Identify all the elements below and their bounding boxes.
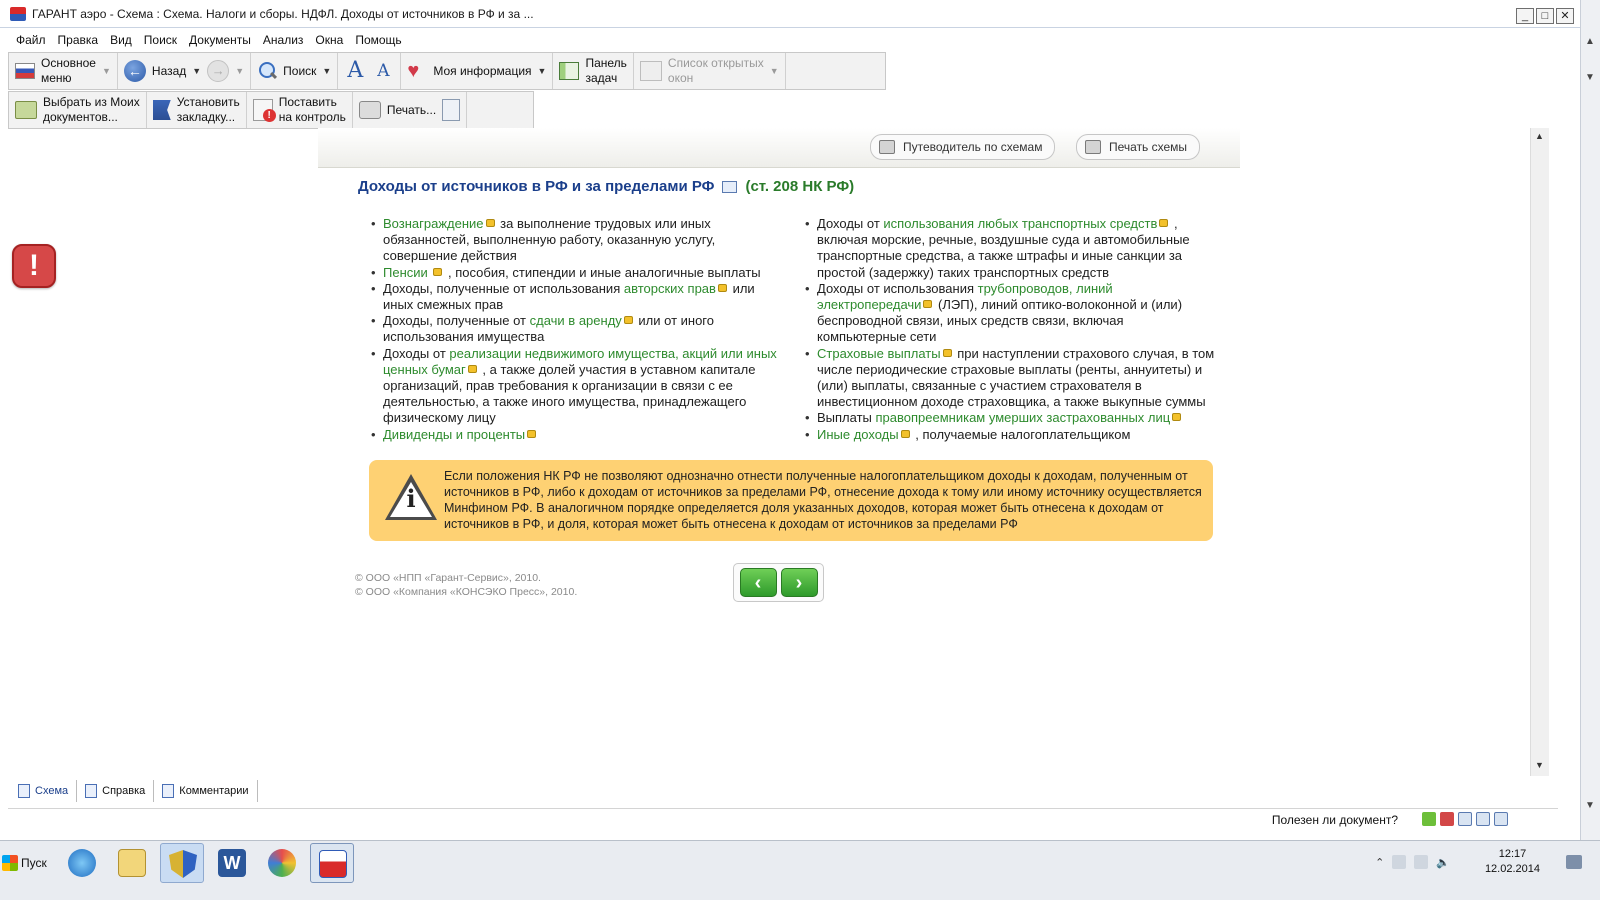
status-bar bbox=[8, 808, 1558, 830]
copyright-line: © ООО «Компания «КОНСЭКО Пресс», 2010. bbox=[355, 585, 578, 598]
tray-expand-icon[interactable]: ⌃ bbox=[1375, 856, 1385, 869]
menu-edit[interactable]: Правка bbox=[57, 33, 99, 47]
taskbar-garant[interactable] bbox=[310, 843, 354, 883]
clock-time: 12:17 bbox=[1498, 848, 1527, 860]
chevron-down-icon[interactable]: ▼ bbox=[192, 66, 202, 76]
garant-app-icon bbox=[319, 850, 347, 878]
comments-doc-icon bbox=[162, 784, 174, 798]
print-schema-button[interactable]: Печать схемы bbox=[1076, 134, 1200, 160]
window-controls bbox=[1516, 8, 1574, 24]
document-toolbar bbox=[8, 91, 534, 129]
dividends-link[interactable]: Дивиденды и проценты bbox=[383, 426, 526, 442]
document-icon[interactable] bbox=[722, 181, 737, 193]
schema-doc-icon bbox=[18, 784, 30, 798]
chevron-down-icon[interactable]: ▼ bbox=[101, 66, 111, 76]
schema-guide-icon bbox=[879, 140, 895, 154]
show-desktop-icon[interactable] bbox=[1566, 855, 1582, 869]
start-button[interactable]: Пуск bbox=[2, 851, 52, 875]
list-item: • Пенсии , пособия, стипендии и иные аналогичные выплаты bbox=[370, 265, 780, 281]
back-arrow-icon: ← bbox=[124, 60, 146, 82]
tab-comments[interactable]: Комментарии bbox=[154, 780, 257, 802]
rent-link[interactable]: сдачи в аренду bbox=[529, 313, 622, 329]
main-toolbar bbox=[8, 52, 886, 90]
comment-icon[interactable] bbox=[486, 219, 495, 227]
foreign-income-list bbox=[804, 216, 1216, 443]
menu-view[interactable]: Вид bbox=[110, 33, 132, 47]
schema-title: Доходы от источников в РФ и за пределами РФ bbox=[358, 178, 715, 195]
list-item: • Доходы, полученные от использования авторских прав или иных смежных прав bbox=[370, 281, 780, 313]
menu-bar bbox=[0, 30, 1578, 50]
copyright-block bbox=[355, 572, 577, 599]
taskbar-explorer[interactable] bbox=[110, 843, 154, 883]
menu-file[interactable]: Файл bbox=[16, 33, 46, 47]
other-income-link[interactable]: Иные доходы bbox=[817, 426, 899, 442]
list-item: • Выплаты правопреемникам умерших застрахованных лиц bbox=[804, 410, 1216, 426]
schema-heading bbox=[358, 178, 854, 195]
tab-reference[interactable]: Справка bbox=[77, 780, 154, 802]
printer-icon bbox=[359, 101, 381, 119]
insurance-payments-link[interactable]: Страховые выплаты bbox=[817, 345, 941, 361]
previous-schema-button[interactable]: ‹ bbox=[740, 568, 777, 597]
choose-my-documents-button[interactable]: Выбрать из Моих документов... bbox=[9, 92, 147, 128]
status-icons bbox=[1422, 812, 1508, 826]
remuneration-link[interactable]: Вознаграждение bbox=[383, 216, 484, 231]
search-icon bbox=[257, 61, 277, 81]
menu-windows[interactable]: Окна bbox=[315, 33, 344, 47]
comment-icon[interactable] bbox=[468, 365, 477, 373]
folder-icon bbox=[15, 101, 37, 119]
comment-icon[interactable] bbox=[527, 430, 536, 438]
property-sale-link[interactable]: реализации недвижимого имущества, акций или иных ценных бумаг bbox=[383, 345, 777, 377]
comment-icon[interactable] bbox=[718, 284, 727, 292]
paint-palette-icon bbox=[268, 849, 296, 877]
list-item bbox=[370, 427, 780, 443]
info-note-text: Если положения НК РФ не позволяют однозначно отнести полученные налогоплательщиком доходы к доходам, полученным от источников в РФ, либо к доходам от источников за пределами РФ, отнесение дохода к тому или иному источнику осуществляется Минфином РФ. В аналогичном порядке определяется доля указанных доходов, которая может быть отнесена к доходам от источников в РФ, и доля, которая может быть отнесена к доходам от источников за пределами РФ bbox=[444, 469, 1202, 531]
bookmark-flag-icon bbox=[153, 100, 171, 120]
windows-logo-icon bbox=[2, 855, 18, 871]
volume-icon[interactable]: 🔈 bbox=[1436, 856, 1450, 869]
my-info-button[interactable]: ♥ Моя информация ▼ bbox=[401, 53, 553, 89]
menu-search[interactable]: Поиск bbox=[143, 33, 178, 47]
document-list-icon[interactable] bbox=[1458, 812, 1472, 826]
scroll-up-arrow-icon[interactable]: ▲ bbox=[1585, 36, 1595, 47]
schema-header-strip bbox=[318, 128, 1240, 168]
taskbar-security[interactable] bbox=[160, 843, 204, 883]
usefulness-question: Полезен ли документ? bbox=[1271, 813, 1398, 827]
comment-icon[interactable] bbox=[923, 300, 932, 308]
scroll-down-arrow-icon[interactable]: ▼ bbox=[1535, 760, 1544, 770]
tab-schema[interactable]: Схема bbox=[10, 780, 77, 802]
pensions-link[interactable]: Пенсии bbox=[383, 264, 428, 280]
copyright-link[interactable]: авторских прав bbox=[623, 280, 716, 296]
comment-icon[interactable] bbox=[624, 316, 633, 324]
search-button[interactable]: Поиск ▼ bbox=[251, 53, 338, 89]
windows-list-icon bbox=[640, 61, 662, 81]
forward-arrow-icon[interactable]: → bbox=[207, 60, 229, 82]
list-item: • Доходы от использования трубопроводов, линий электропередачи (ЛЭП), линий оптико-волоконной и (или) беспроводной связи, иных средств связи, включая компьютерные сети bbox=[804, 281, 1216, 346]
document-tabs bbox=[10, 780, 258, 804]
task-panel-button[interactable]: Панель задач bbox=[553, 53, 633, 89]
folder-icon bbox=[118, 849, 146, 877]
window-title: ГАРАНТ аэро - Схема : Схема. Налоги и сборы. НДФЛ. Доходы от источников в РФ и за ... bbox=[32, 6, 534, 21]
chevron-down-icon[interactable]: ▼ bbox=[235, 66, 245, 76]
warning-alert-icon[interactable]: ! bbox=[12, 244, 56, 288]
schema-guide-button[interactable]: Путеводитель по схемам bbox=[870, 134, 1055, 160]
font-increase-icon[interactable]: A bbox=[347, 58, 364, 83]
comment-icon[interactable] bbox=[1172, 413, 1181, 421]
font-size-buttons bbox=[338, 53, 401, 89]
task-panel-icon bbox=[559, 62, 579, 80]
open-windows-button[interactable]: Список открытых окон ▼ bbox=[634, 53, 786, 89]
action-center-icon[interactable] bbox=[1392, 855, 1406, 869]
close-button[interactable]: ✕ bbox=[1556, 8, 1574, 24]
reference-doc-icon bbox=[85, 784, 97, 798]
export-document-icon[interactable] bbox=[442, 99, 460, 121]
outer-scrollbar[interactable] bbox=[1580, 0, 1600, 845]
tax-code-reference[interactable]: (ст. 208 НК РФ) bbox=[745, 178, 855, 195]
pipelines-link[interactable]: трубопроводов, линий электропередачи bbox=[817, 280, 1113, 313]
font-decrease-icon[interactable]: A bbox=[377, 61, 390, 81]
next-schema-button[interactable]: › bbox=[781, 568, 818, 597]
control-alert-icon bbox=[253, 99, 273, 121]
list-item: • Доходы, полученные от сдачи в аренду или от иного использования имущества bbox=[370, 313, 780, 345]
comment-icon[interactable] bbox=[943, 349, 952, 357]
system-tray bbox=[1375, 855, 1450, 869]
domestic-income-list bbox=[370, 216, 780, 443]
copyright-line: © ООО «НПП «Гарант-Сервис», 2010. bbox=[355, 572, 541, 584]
minimize-button[interactable]: _ bbox=[1516, 8, 1534, 24]
list-item: • Иные доходы , получаемые налогоплательщиком bbox=[804, 427, 1216, 443]
scroll-down-arrow-icon[interactable]: ▼ bbox=[1585, 800, 1595, 811]
list-item: • Вознаграждение за выполнение трудовых или иных обязанностей, выполненную работу, оказанную услугу, совершение действия bbox=[370, 216, 780, 265]
schema-navigation bbox=[733, 563, 824, 602]
menu-analysis[interactable]: Анализ bbox=[262, 33, 304, 47]
thumbs-down-icon[interactable] bbox=[1440, 812, 1454, 826]
document-export-icon[interactable] bbox=[1494, 812, 1508, 826]
chevron-down-icon[interactable]: ▼ bbox=[537, 66, 547, 76]
menu-documents[interactable]: Документы bbox=[189, 33, 251, 47]
document-copy-icon[interactable] bbox=[1476, 812, 1490, 826]
info-note-box bbox=[369, 460, 1213, 541]
system-clock[interactable] bbox=[1485, 847, 1540, 877]
taskbar-internet-explorer[interactable] bbox=[60, 843, 104, 883]
set-bookmark-button[interactable]: Установить закладку... bbox=[147, 92, 247, 128]
shield-icon bbox=[169, 850, 197, 878]
comment-icon[interactable] bbox=[901, 430, 910, 438]
clock-date: 12.02.2014 bbox=[1484, 863, 1540, 875]
transport-link[interactable]: использования любых транспортных средств bbox=[883, 216, 1158, 231]
scroll-down-arrow-icon[interactable]: ▼ bbox=[1585, 72, 1595, 83]
window-title-bar bbox=[0, 0, 1600, 28]
menu-help[interactable]: Помощь bbox=[355, 33, 402, 47]
heart-icon: ♥ bbox=[407, 60, 420, 82]
scroll-up-arrow-icon[interactable]: ▲ bbox=[1535, 131, 1544, 141]
internet-explorer-icon bbox=[68, 849, 96, 877]
chevron-down-icon[interactable]: ▼ bbox=[322, 66, 332, 76]
maximize-button[interactable]: □ bbox=[1536, 8, 1554, 24]
list-item: • Страховые выплаты при наступлении страхового случая, в том числе периодические страховые выплаты (ренты, аннуитеты) и (или) выплаты, связанные с участием страхователя в инвестиционном доходе страховщика, а также выкупные суммы bbox=[804, 346, 1216, 411]
flag-icon bbox=[15, 63, 35, 79]
windows-taskbar bbox=[0, 840, 1600, 900]
back-button[interactable]: ← Назад ▼ → ▼ bbox=[118, 53, 251, 89]
printer-icon bbox=[1085, 140, 1101, 154]
main-menu-button[interactable]: Основное меню ▼ bbox=[9, 53, 118, 89]
taskbar-paint[interactable] bbox=[260, 843, 304, 883]
network-icon[interactable] bbox=[1414, 855, 1428, 869]
list-item: • Доходы от использования любых транспортных средств , включая морские, речные, воздушные суда и автомобильные транспортные средства, а также штрафы и иные санкции за простой (задержку) таких транспортных средств bbox=[804, 216, 1216, 281]
garant-app-icon bbox=[10, 7, 26, 21]
chevron-down-icon[interactable]: ▼ bbox=[769, 66, 779, 76]
comment-icon[interactable] bbox=[1159, 219, 1168, 227]
thumbs-up-icon[interactable] bbox=[1422, 812, 1436, 826]
put-on-control-button[interactable]: ! Поставить на контроль bbox=[247, 92, 353, 128]
info-letter-icon: i bbox=[406, 484, 416, 513]
comment-icon[interactable] bbox=[433, 268, 442, 276]
taskbar-word[interactable] bbox=[210, 843, 254, 883]
successors-link[interactable]: правопреемникам умерших застрахованных лиц bbox=[875, 410, 1171, 426]
list-item: • Доходы от реализации недвижимого имущества, акций или иных ценных бумаг , а также долей участия в уставном капитале организаций, прав требования к организации в связи с ее деятельностью, а также иного имущества, принадлежащего физическому лицу bbox=[370, 346, 780, 427]
print-button[interactable]: Печать... bbox=[353, 92, 467, 128]
word-icon: W bbox=[218, 849, 246, 877]
document-scrollbar[interactable] bbox=[1530, 128, 1549, 776]
